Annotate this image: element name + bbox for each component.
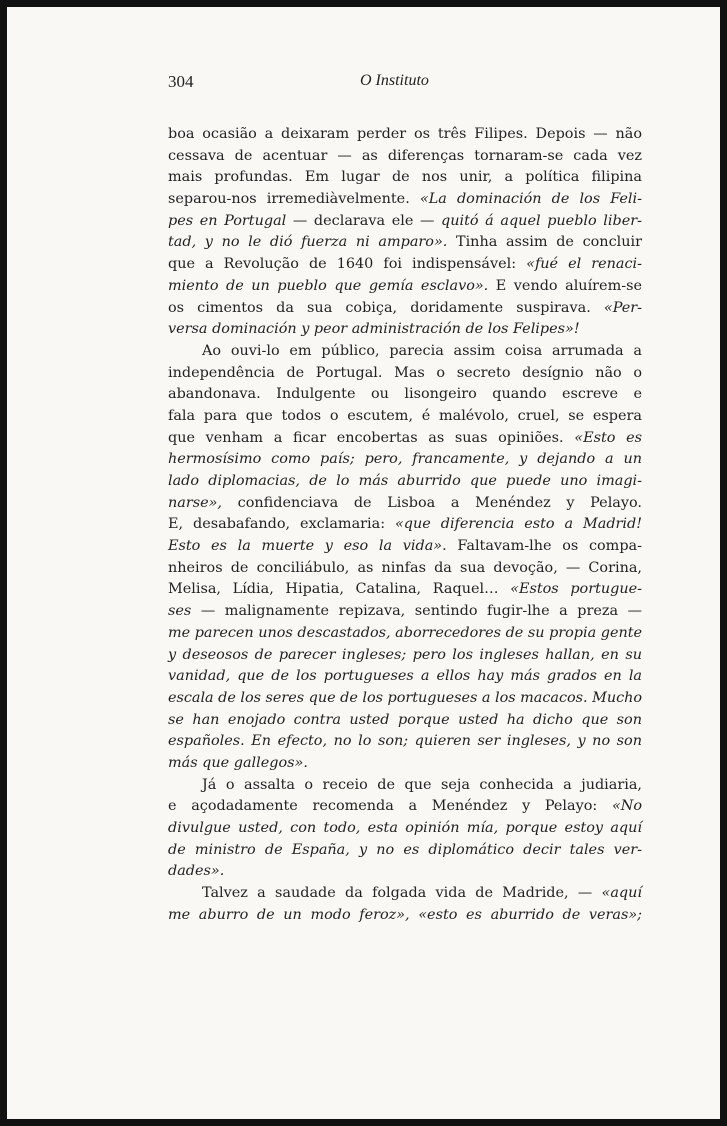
text-line [168, 883, 642, 905]
text-line [168, 319, 642, 341]
italic-span: «Per- [603, 299, 642, 316]
text-line [168, 514, 642, 536]
italic-span: y deseosos de parecer ingleses; pero los ingleses hallan, en su [168, 646, 642, 663]
text-span: os cimentos da sua cobiça, doridamente suspirava. [168, 299, 604, 316]
italic-span: españoles. En efecto, no lo son; quieren ser ingleses, y no son [168, 733, 642, 750]
text-span: Faltavam-lhe os compa- [446, 538, 642, 555]
text-line [168, 710, 642, 732]
text-line [168, 471, 642, 493]
text-line [168, 298, 642, 320]
text-span: mais profundas. Em lugar de nos unir, a política filipina [168, 169, 642, 186]
text-span: fala para que todos o escutem, é malévolo, cruel, se espera [168, 407, 642, 424]
running-title: O Instituto [360, 72, 429, 89]
text-line [168, 449, 642, 471]
text-span: cessava de acentuar — as diferenças tornaram-se cada vez [168, 147, 642, 164]
text-line [168, 623, 642, 645]
page-number: 304 [168, 72, 194, 91]
text-line [168, 645, 642, 667]
text-span: Tinha assim de concluir [447, 234, 642, 251]
text-span: E vendo aluírem-se [488, 277, 642, 294]
text-span: boa ocasião a deixaram perder os três Filipes. Depois — não [168, 126, 642, 142]
text-line [168, 493, 642, 515]
italic-span: tad, y no le dió fuerza ni amparo». [168, 234, 448, 251]
italic-span: me parecen unos descastados, aborrecedores de su propia gente [168, 624, 642, 641]
text-span: Melisa, Lídia, Hipatia, Catalina, Raquel… [168, 581, 511, 598]
text-line [168, 579, 642, 601]
italic-span: me aburro de un modo feroz», «esto es aburrido de veras»; [168, 906, 642, 923]
text-span: Já o assalta o receio de que seja conhecida a judiaria, [202, 776, 642, 793]
text-span: confidenciava de Lisboa a Menéndez y Pelayo. [222, 494, 642, 511]
text-line [168, 384, 642, 406]
italic-span: lado diplomacias, de lo más aburrido que puede uno imagi- [168, 473, 642, 489]
italic-span: hermosísimo como país; pero, francamente, y dejando a un [168, 451, 642, 468]
italic-span: «fué el renaci- [526, 256, 642, 273]
text-span: Talvez a saudade da folgada vida de Madride, — [202, 885, 602, 902]
italic-span: más que gallegos». [168, 754, 308, 771]
text-span: abandonava. Indulgente ou lisongeiro quando escreve e [168, 386, 642, 403]
book-page [160, 68, 643, 923]
text-line [168, 232, 642, 254]
text-line [168, 536, 642, 558]
italic-span: quitó á aquel pueblo liber- [441, 212, 642, 229]
text-line [168, 341, 642, 363]
text-line [168, 276, 642, 298]
italic-span: pes en Portugal [168, 212, 287, 229]
text-span: nheiros de conciliábulo, as ninfas da sua devoção, — Corina, [168, 559, 642, 576]
italic-span: de ministro de España, y no es diplomático decir tales ver- [168, 841, 642, 858]
text-line [168, 167, 642, 189]
text-span: Ao ouvi-lo em público, parecia assim coisa arrumada a [202, 342, 642, 359]
text-span: que venham a ficar encobertas as suas opiniões. [168, 429, 575, 446]
text-line [168, 666, 642, 688]
text-line [168, 688, 642, 710]
text-line [168, 861, 642, 883]
italic-span: «que diferencia esto a Madrid! [395, 516, 643, 533]
text-span: independência de Portugal. Mas o secreto desígnio não o [168, 364, 642, 381]
page-header [160, 68, 640, 98]
text-span: — malignamente repizava, sentindo fugir-lhe a preza — [191, 603, 642, 620]
text-span: que a Revolução de 1640 foi indispensável: [168, 256, 527, 273]
italic-span: «Estos portugue- [510, 581, 642, 598]
italic-span: escala de los seres que de los portugueses a los macacos. Mucho [168, 689, 642, 706]
italic-span: narse», [168, 494, 223, 511]
text-line [168, 840, 642, 862]
text-span: E, desabafando, exclamaria: [168, 516, 395, 533]
text-line [168, 189, 642, 211]
text-span: separou-nos irremediàvelmente. [168, 191, 420, 208]
italic-span: «Esto es [574, 429, 642, 446]
text-line [168, 363, 642, 385]
italic-span: «aquí [601, 885, 642, 902]
text-line [168, 254, 642, 276]
text-line [168, 731, 642, 753]
text-line [168, 124, 642, 146]
italic-span: Esto es la muerte y eso la vida». [168, 538, 447, 555]
text-line [168, 146, 642, 168]
text-line [168, 211, 642, 233]
italic-span: ses [168, 603, 192, 620]
text-span: — declarava ele — [286, 212, 441, 229]
italic-span: miento de un pueblo que gemía esclavo». [168, 277, 489, 294]
italic-span: «No [611, 798, 642, 815]
text-line [168, 406, 642, 428]
italic-span: «La dominación de los Feli- [419, 191, 642, 208]
italic-span: vanidad, que de los portugueses a ellos hay más grados en la [168, 668, 642, 685]
text-line [168, 818, 642, 840]
italic-span: versa dominación y peor administración de los Felipes»! [168, 321, 580, 338]
text-line [168, 753, 642, 775]
text-line [168, 558, 642, 580]
text-span: e açodadamente recomenda a Menéndez y Pelayo: [168, 798, 612, 815]
body-text [168, 124, 642, 926]
italic-span: dades». [168, 863, 225, 880]
italic-span: divulgue usted, con todo, esta opinión mía, porque estoy aquí [168, 820, 642, 836]
text-line [168, 905, 642, 927]
text-line [168, 775, 642, 797]
text-line [168, 428, 642, 450]
text-line [168, 796, 642, 818]
text-line [168, 601, 642, 623]
italic-span: se han enojado contra usted porque usted ha dicho que son [168, 711, 642, 728]
